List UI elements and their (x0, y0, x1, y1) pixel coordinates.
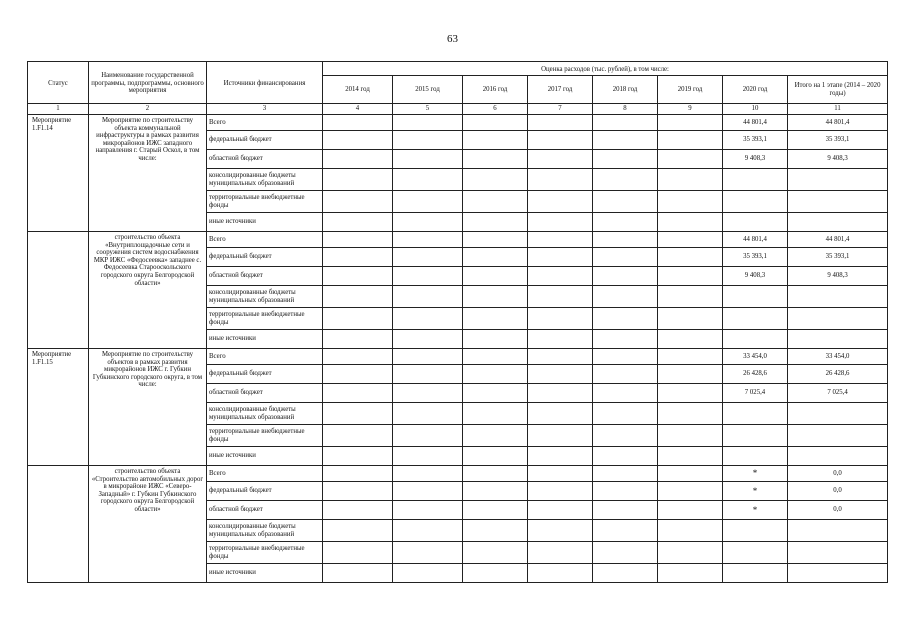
empty-cell (393, 447, 463, 466)
empty-cell (528, 542, 593, 564)
funding-source: областной бюджет (207, 150, 323, 169)
empty-cell (593, 542, 658, 564)
empty-cell (528, 520, 593, 542)
funding-source: Всего (207, 115, 323, 131)
funding-source: иные источники (207, 564, 323, 583)
empty-cell (658, 248, 723, 267)
empty-cell (593, 330, 658, 349)
empty-cell (393, 466, 463, 482)
empty-cell (393, 150, 463, 169)
empty-cell (463, 150, 528, 169)
empty-cell (528, 501, 593, 520)
empty-cell (393, 191, 463, 213)
empty-cell (658, 403, 723, 425)
funding-source: иные источники (207, 447, 323, 466)
empty-cell (393, 520, 463, 542)
value-total (788, 213, 888, 232)
value-total: 33 454,0 (788, 349, 888, 365)
empty-cell (658, 520, 723, 542)
empty-cell (393, 384, 463, 403)
empty-cell (528, 403, 593, 425)
empty-cell (393, 232, 463, 248)
empty-cell (593, 447, 658, 466)
empty-cell (528, 447, 593, 466)
column-numbers-row (28, 104, 888, 115)
row-name: Мероприятие по строительству объектов в рамках развития микрорайонов ИЖС г. Губкин Губкинского городского округа, в том числе: (89, 349, 207, 466)
empty-cell (463, 384, 528, 403)
value-total: 26 428,6 (788, 365, 888, 384)
empty-cell (593, 520, 658, 542)
row-status: Мероприятие 1.F1.15 (28, 349, 89, 466)
empty-cell (393, 115, 463, 131)
empty-cell (593, 267, 658, 286)
empty-cell (393, 286, 463, 308)
empty-cell (323, 131, 393, 150)
value-2020 (723, 286, 788, 308)
empty-cell (528, 131, 593, 150)
empty-cell (463, 308, 528, 330)
value-total: 9 408,3 (788, 267, 888, 286)
empty-cell (323, 482, 393, 501)
empty-cell (463, 349, 528, 365)
empty-cell (528, 425, 593, 447)
empty-cell (528, 286, 593, 308)
empty-cell (463, 248, 528, 267)
value-2020: * (723, 482, 788, 501)
column-number: 1 (28, 104, 89, 115)
empty-cell (323, 520, 393, 542)
empty-cell (528, 384, 593, 403)
empty-cell (323, 286, 393, 308)
header-total: Итого на 1 этапе (2014 – 2020 годы) (788, 76, 888, 104)
funding-source: Всего (207, 232, 323, 248)
empty-cell (323, 466, 393, 482)
header-year: 2018 год (593, 76, 658, 104)
empty-cell (528, 564, 593, 583)
column-number: 8 (593, 104, 658, 115)
value-2020: 44 801,4 (723, 232, 788, 248)
empty-cell (463, 447, 528, 466)
empty-cell (323, 248, 393, 267)
empty-cell (463, 466, 528, 482)
table-row (28, 466, 888, 482)
empty-cell (463, 213, 528, 232)
empty-cell (323, 213, 393, 232)
empty-cell (658, 191, 723, 213)
empty-cell (463, 501, 528, 520)
value-total: 44 801,4 (788, 232, 888, 248)
empty-cell (393, 542, 463, 564)
empty-cell (463, 169, 528, 191)
value-total (788, 191, 888, 213)
funding-source: федеральный бюджет (207, 482, 323, 501)
header-name: Наименование государственной программы, подпрограммы, основного мероприятия (89, 62, 207, 104)
empty-cell (393, 169, 463, 191)
table-row (28, 349, 888, 365)
empty-cell (528, 248, 593, 267)
funding-source: Всего (207, 349, 323, 365)
column-number: 3 (207, 104, 323, 115)
empty-cell (658, 482, 723, 501)
empty-cell (593, 365, 658, 384)
value-2020: 33 454,0 (723, 349, 788, 365)
empty-cell (528, 191, 593, 213)
value-total (788, 425, 888, 447)
empty-cell (463, 482, 528, 501)
funding-source: областной бюджет (207, 267, 323, 286)
empty-cell (528, 308, 593, 330)
value-2020 (723, 169, 788, 191)
empty-cell (593, 384, 658, 403)
table-header (28, 62, 888, 115)
empty-cell (323, 267, 393, 286)
column-number: 5 (393, 104, 463, 115)
empty-cell (528, 169, 593, 191)
empty-cell (593, 248, 658, 267)
value-2020 (723, 330, 788, 349)
empty-cell (658, 447, 723, 466)
column-number: 7 (528, 104, 593, 115)
empty-cell (323, 308, 393, 330)
empty-cell (463, 520, 528, 542)
funding-source: федеральный бюджет (207, 248, 323, 267)
empty-cell (528, 267, 593, 286)
row-name: строительство объекта «Внутриплощадочные сети и сооружения систем водоснабжения МКР ИЖС «Федосеевка» западнее с. Федосеевка Старооскольского городского округа Белгородской области» (89, 232, 207, 349)
funding-source: федеральный бюджет (207, 131, 323, 150)
empty-cell (393, 501, 463, 520)
value-2020 (723, 520, 788, 542)
funding-source: территориальные внебюджетные фонды (207, 425, 323, 447)
value-total (788, 330, 888, 349)
empty-cell (658, 131, 723, 150)
empty-cell (393, 564, 463, 583)
funding-source: территориальные внебюджетные фонды (207, 542, 323, 564)
empty-cell (323, 191, 393, 213)
empty-cell (658, 564, 723, 583)
empty-cell (593, 425, 658, 447)
value-2020: 9 408,3 (723, 150, 788, 169)
empty-cell (323, 349, 393, 365)
empty-cell (323, 542, 393, 564)
value-total: 0,0 (788, 501, 888, 520)
empty-cell (593, 482, 658, 501)
value-2020 (723, 447, 788, 466)
empty-cell (593, 349, 658, 365)
row-status (28, 466, 89, 583)
value-total: 35 393,1 (788, 248, 888, 267)
empty-cell (658, 267, 723, 286)
funding-source: территориальные внебюджетные фонды (207, 191, 323, 213)
empty-cell (323, 330, 393, 349)
empty-cell (463, 115, 528, 131)
empty-cell (323, 447, 393, 466)
empty-cell (658, 384, 723, 403)
empty-cell (593, 308, 658, 330)
funding-source: областной бюджет (207, 384, 323, 403)
empty-cell (658, 425, 723, 447)
funding-source: иные источники (207, 330, 323, 349)
funding-source: консолидированные бюджеты муниципальных образований (207, 286, 323, 308)
value-total (788, 447, 888, 466)
empty-cell (658, 213, 723, 232)
header-status: Статус (28, 62, 89, 104)
header-year: 2014 год (323, 76, 393, 104)
funding-source: федеральный бюджет (207, 365, 323, 384)
header-estimate: Оценка расходов (тыс. рублей), в том числе: (323, 62, 888, 76)
row-status: Мероприятие 1.F1.14 (28, 115, 89, 232)
empty-cell (658, 330, 723, 349)
value-total (788, 403, 888, 425)
empty-cell (593, 213, 658, 232)
empty-cell (593, 286, 658, 308)
empty-cell (323, 365, 393, 384)
value-total: 0,0 (788, 482, 888, 501)
empty-cell (323, 403, 393, 425)
value-total: 9 408,3 (788, 150, 888, 169)
value-2020 (723, 213, 788, 232)
empty-cell (463, 564, 528, 583)
empty-cell (393, 482, 463, 501)
empty-cell (323, 232, 393, 248)
value-total (788, 520, 888, 542)
empty-cell (528, 232, 593, 248)
empty-cell (528, 330, 593, 349)
empty-cell (393, 365, 463, 384)
empty-cell (658, 365, 723, 384)
value-2020 (723, 191, 788, 213)
funding-source: консолидированные бюджеты муниципальных образований (207, 403, 323, 425)
empty-cell (593, 150, 658, 169)
empty-cell (463, 191, 528, 213)
value-total: 44 801,4 (788, 115, 888, 131)
value-total: 35 393,1 (788, 131, 888, 150)
row-name: Мероприятие по строительству объекта коммунальной инфраструктуры в рамках развития микрорайонов ИЖС западного направления г. Старый Оскол, в том числе: (89, 115, 207, 232)
value-2020: 35 393,1 (723, 248, 788, 267)
value-2020 (723, 564, 788, 583)
funding-source: Всего (207, 466, 323, 482)
empty-cell (658, 466, 723, 482)
empty-cell (393, 267, 463, 286)
value-total: 7 025,4 (788, 384, 888, 403)
table-row (28, 115, 888, 131)
empty-cell (658, 286, 723, 308)
value-total (788, 286, 888, 308)
value-2020 (723, 403, 788, 425)
empty-cell (528, 150, 593, 169)
empty-cell (393, 403, 463, 425)
empty-cell (323, 384, 393, 403)
empty-cell (658, 501, 723, 520)
empty-cell (323, 115, 393, 131)
empty-cell (593, 115, 658, 131)
funding-source: областной бюджет (207, 501, 323, 520)
empty-cell (658, 349, 723, 365)
value-total (788, 308, 888, 330)
empty-cell (658, 169, 723, 191)
row-status (28, 232, 89, 349)
empty-cell (393, 308, 463, 330)
empty-cell (658, 542, 723, 564)
column-number: 10 (723, 104, 788, 115)
empty-cell (463, 286, 528, 308)
empty-cell (658, 308, 723, 330)
column-number: 2 (89, 104, 207, 115)
empty-cell (323, 169, 393, 191)
empty-cell (658, 150, 723, 169)
header-year: 2015 год (393, 76, 463, 104)
empty-cell (323, 150, 393, 169)
budget-table (27, 61, 888, 583)
value-2020 (723, 542, 788, 564)
empty-cell (393, 131, 463, 150)
column-number: 4 (323, 104, 393, 115)
header-year: 2017 год (528, 76, 593, 104)
empty-cell (658, 232, 723, 248)
funding-source: иные источники (207, 213, 323, 232)
funding-source: территориальные внебюджетные фонды (207, 308, 323, 330)
header-year: 2016 год (463, 76, 528, 104)
table-row (28, 232, 888, 248)
header-year: 2019 год (658, 76, 723, 104)
empty-cell (463, 403, 528, 425)
empty-cell (393, 248, 463, 267)
column-number: 9 (658, 104, 723, 115)
value-total (788, 564, 888, 583)
empty-cell (528, 349, 593, 365)
empty-cell (593, 466, 658, 482)
empty-cell (593, 191, 658, 213)
empty-cell (323, 564, 393, 583)
empty-cell (593, 232, 658, 248)
empty-cell (528, 482, 593, 501)
funding-source: консолидированные бюджеты муниципальных образований (207, 169, 323, 191)
header-year: 2020 год (723, 76, 788, 104)
value-2020: * (723, 466, 788, 482)
empty-cell (593, 403, 658, 425)
table-body (28, 115, 888, 583)
empty-cell (393, 425, 463, 447)
value-total (788, 169, 888, 191)
value-2020: * (723, 501, 788, 520)
empty-cell (393, 213, 463, 232)
value-2020 (723, 308, 788, 330)
value-2020: 44 801,4 (723, 115, 788, 131)
empty-cell (593, 169, 658, 191)
value-total: 0,0 (788, 466, 888, 482)
empty-cell (393, 349, 463, 365)
row-name: строительство объекта «Строительство автомобильных дорог в микрорайоне ИЖС «Северо-Западный» г. Губкин Губкинского городского округа Белгородской области» (89, 466, 207, 583)
empty-cell (528, 213, 593, 232)
empty-cell (593, 564, 658, 583)
empty-cell (463, 542, 528, 564)
funding-source: консолидированные бюджеты муниципальных образований (207, 520, 323, 542)
empty-cell (528, 115, 593, 131)
column-number: 11 (788, 104, 888, 115)
empty-cell (323, 425, 393, 447)
header-sources: Источники финансирования (207, 62, 323, 104)
empty-cell (393, 330, 463, 349)
empty-cell (463, 330, 528, 349)
empty-cell (463, 425, 528, 447)
empty-cell (463, 365, 528, 384)
empty-cell (323, 501, 393, 520)
empty-cell (658, 115, 723, 131)
value-2020: 9 408,3 (723, 267, 788, 286)
value-total (788, 542, 888, 564)
empty-cell (463, 232, 528, 248)
page-number: 63 (447, 33, 458, 45)
empty-cell (528, 466, 593, 482)
empty-cell (463, 131, 528, 150)
empty-cell (593, 131, 658, 150)
empty-cell (593, 501, 658, 520)
empty-cell (463, 267, 528, 286)
column-number: 6 (463, 104, 528, 115)
value-2020: 35 393,1 (723, 131, 788, 150)
empty-cell (528, 365, 593, 384)
value-2020: 26 428,6 (723, 365, 788, 384)
value-2020 (723, 425, 788, 447)
value-2020: 7 025,4 (723, 384, 788, 403)
